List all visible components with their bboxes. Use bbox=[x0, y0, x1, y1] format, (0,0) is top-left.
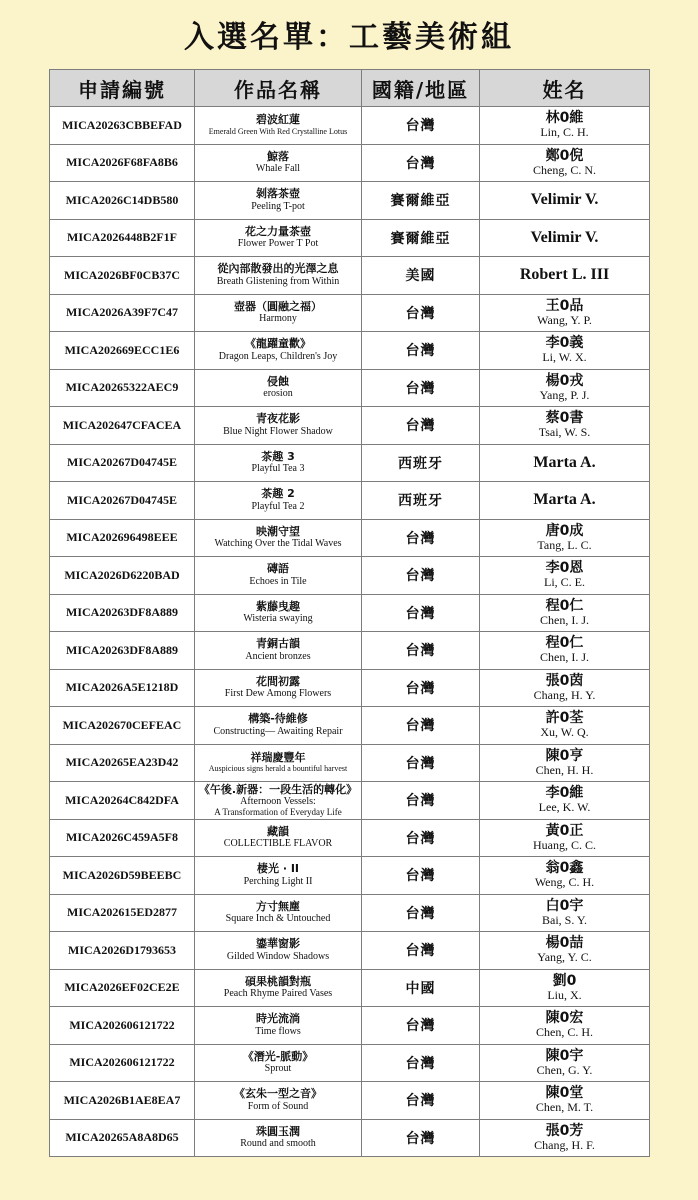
name-zh: 王0品 bbox=[545, 297, 584, 314]
application-number-cell: MICA20265EA23D42 bbox=[50, 744, 195, 782]
work-title-cell bbox=[195, 332, 362, 370]
application-number-cell: MICA202670CEFEAC bbox=[50, 707, 195, 745]
name-en: Velimir V. bbox=[530, 228, 599, 246]
name-en: Wang, Y. P. bbox=[537, 312, 592, 327]
work-title-cell bbox=[195, 144, 362, 182]
application-number-cell: MICA20265322AEC9 bbox=[50, 369, 195, 407]
work-title-en: Perching Light II bbox=[243, 875, 313, 887]
nationality-cell: 台灣 bbox=[362, 1007, 480, 1045]
header-nationality: 國籍/地區 bbox=[362, 70, 480, 107]
table-row bbox=[50, 519, 650, 557]
nationality-cell: 台灣 bbox=[362, 594, 480, 632]
table-row bbox=[50, 219, 650, 257]
page-title: 入選名單：工藝美術組 bbox=[184, 20, 514, 55]
work-title-zh: 花間初露 bbox=[256, 674, 300, 688]
application-number-cell: MICA2026D1793653 bbox=[50, 932, 195, 970]
name-cell bbox=[480, 669, 650, 707]
name-cell bbox=[480, 369, 650, 407]
table-row bbox=[50, 257, 650, 295]
application-number-cell: MICA202606121722 bbox=[50, 1007, 195, 1045]
name-cell bbox=[480, 932, 650, 970]
name-cell bbox=[480, 1082, 650, 1120]
name-en: Robert L. III bbox=[519, 266, 610, 284]
name-en: Chen, I. J. bbox=[540, 612, 589, 627]
name-en: Lin, C. H. bbox=[540, 125, 589, 140]
name-zh: 楊0喆 bbox=[545, 935, 584, 952]
work-title-en: Constructing— Awaiting Repair bbox=[213, 725, 343, 737]
work-title-zh: 壺器（圓融之福） bbox=[234, 299, 322, 313]
name-cell bbox=[480, 594, 650, 632]
name-zh: 陳0亨 bbox=[545, 747, 584, 764]
name-en: Tsai, W. S. bbox=[538, 425, 591, 440]
work-title-cell bbox=[195, 894, 362, 932]
header-application-number: 申請編號 bbox=[50, 70, 195, 107]
name-cell bbox=[480, 332, 650, 370]
work-title-cell bbox=[195, 257, 362, 295]
table-row bbox=[50, 594, 650, 632]
table-row bbox=[50, 632, 650, 670]
work-title-en: Time flows bbox=[255, 1025, 301, 1037]
table-row bbox=[50, 332, 650, 370]
application-number-cell: MICA20263DF8A889 bbox=[50, 632, 195, 670]
application-number-cell: MICA20265A8A8D65 bbox=[50, 1119, 195, 1157]
nationality-cell: 西班牙 bbox=[362, 482, 480, 520]
name-cell bbox=[480, 144, 650, 182]
name-zh: 翁0鑫 bbox=[545, 860, 584, 877]
work-title-en: Gilded Window Shadows bbox=[226, 950, 330, 962]
work-title-zh: 磚語 bbox=[267, 562, 289, 576]
nationality-cell: 台灣 bbox=[362, 782, 480, 820]
name-cell bbox=[480, 519, 650, 557]
name-cell bbox=[480, 1119, 650, 1157]
name-zh: 李0恩 bbox=[545, 560, 584, 577]
table-row bbox=[50, 894, 650, 932]
application-number-cell: MICA2026F68FA8B6 bbox=[50, 144, 195, 182]
work-title-en: Auspicious signs herald a bountiful harvest bbox=[208, 764, 348, 774]
work-title-zh: 碩果桃韻對瓶 bbox=[245, 974, 311, 988]
nationality-cell: 台灣 bbox=[362, 519, 480, 557]
name-zh: 黃0正 bbox=[545, 822, 584, 839]
table-row bbox=[50, 182, 650, 220]
header-name: 姓名 bbox=[480, 70, 650, 107]
nationality-cell: 台灣 bbox=[362, 407, 480, 445]
name-cell bbox=[480, 294, 650, 332]
work-title-en: erosion bbox=[263, 388, 293, 400]
table-row bbox=[50, 744, 650, 782]
work-title-en: Whale Fall bbox=[255, 163, 301, 175]
nationality-cell: 台灣 bbox=[362, 107, 480, 145]
work-title-zh: 祥瑞慶豐年 bbox=[250, 750, 306, 764]
nationality-cell: 台灣 bbox=[362, 632, 480, 670]
nationality-cell: 賽爾維亞 bbox=[362, 219, 480, 257]
work-title-en: Flower Power T Pot bbox=[237, 238, 319, 250]
nationality-cell: 台灣 bbox=[362, 332, 480, 370]
table-row bbox=[50, 819, 650, 857]
nationality-cell: 台灣 bbox=[362, 144, 480, 182]
work-title-cell bbox=[195, 444, 362, 482]
name-zh: 林0維 bbox=[545, 110, 584, 127]
work-title-cell bbox=[195, 107, 362, 145]
name-cell bbox=[480, 1044, 650, 1082]
work-title-zh: 茶趣 3 bbox=[261, 449, 295, 463]
work-title-cell bbox=[195, 594, 362, 632]
application-number-cell: MICA2026EF02CE2E bbox=[50, 969, 195, 1007]
work-title-en: Square Inch & Untouched bbox=[225, 913, 331, 925]
table-row bbox=[50, 969, 650, 1007]
work-title-cell bbox=[195, 557, 362, 595]
nationality-cell: 台灣 bbox=[362, 707, 480, 745]
work-title-en: Ancient bronzes bbox=[245, 650, 311, 662]
work-title-en: Blue Night Flower Shadow bbox=[223, 425, 333, 437]
nationality-cell: 賽爾維亞 bbox=[362, 182, 480, 220]
work-title-cell bbox=[195, 482, 362, 520]
nationality-cell: 美國 bbox=[362, 257, 480, 295]
name-en: Yang, P. J. bbox=[539, 387, 590, 402]
work-title-cell bbox=[195, 182, 362, 220]
work-title-cell bbox=[195, 1007, 362, 1045]
work-title-en-line2: A Transformation of Everyday Life bbox=[214, 806, 342, 817]
application-number-cell: MICA2026D6220BAD bbox=[50, 557, 195, 595]
work-title-cell bbox=[195, 707, 362, 745]
work-title-zh: 棲光 · II bbox=[256, 862, 300, 876]
application-number-cell: MICA202647CFACEA bbox=[50, 407, 195, 445]
name-zh: 許0荃 bbox=[545, 710, 584, 727]
work-title-cell bbox=[195, 782, 362, 820]
name-zh: 程0仁 bbox=[545, 635, 584, 652]
work-title-cell bbox=[195, 1044, 362, 1082]
work-title-cell bbox=[195, 1082, 362, 1120]
name-zh: 李0維 bbox=[545, 785, 584, 802]
application-number-cell: MICA202696498EEE bbox=[50, 519, 195, 557]
name-zh: 蔡0書 bbox=[545, 410, 584, 427]
name-zh: 白0宇 bbox=[545, 897, 584, 914]
work-title-zh: 碧波紅蓮 bbox=[256, 113, 300, 127]
name-en: Chang, H. Y. bbox=[533, 687, 596, 702]
name-en: Marta A. bbox=[533, 491, 596, 509]
table-row bbox=[50, 1119, 650, 1157]
application-number-cell: MICA20264C842DFA bbox=[50, 782, 195, 820]
work-title-cell bbox=[195, 744, 362, 782]
name-en: Li, C. E. bbox=[544, 575, 585, 590]
table-row bbox=[50, 1044, 650, 1082]
work-title-en: Afternoon Vessels: bbox=[240, 796, 316, 808]
work-title-cell bbox=[195, 669, 362, 707]
nationality-cell: 台灣 bbox=[362, 1119, 480, 1157]
nationality-cell: 台灣 bbox=[362, 819, 480, 857]
work-title-en: Playful Tea 3 bbox=[251, 463, 305, 475]
table-row bbox=[50, 107, 650, 145]
name-en: Tang, L. C. bbox=[537, 537, 592, 552]
work-title-cell bbox=[195, 407, 362, 445]
work-title-zh: 《玄朱一型之音》 bbox=[234, 1087, 322, 1101]
name-en: Chen, G. Y. bbox=[536, 1062, 593, 1077]
work-title-zh: 鯨落 bbox=[267, 149, 289, 163]
work-title-en: Echoes in Tile bbox=[249, 575, 307, 587]
work-title-zh: 侵蝕 bbox=[267, 374, 289, 388]
name-zh: 鄭0倪 bbox=[545, 147, 584, 164]
name-cell bbox=[480, 632, 650, 670]
work-title-en: Sprout bbox=[264, 1063, 292, 1075]
work-title-cell bbox=[195, 219, 362, 257]
name-cell bbox=[480, 219, 650, 257]
work-title-zh: 映潮守望 bbox=[256, 524, 300, 538]
work-title-en: COLLECTIBLE FLAVOR bbox=[223, 838, 333, 850]
work-title-zh: 鎏華窗影 bbox=[256, 937, 300, 951]
nationality-cell: 台灣 bbox=[362, 1044, 480, 1082]
application-number-cell: MICA2026BF0CB37C bbox=[50, 257, 195, 295]
application-number-cell: MICA202615ED2877 bbox=[50, 894, 195, 932]
work-title-zh: 從內部散發出的光澤之息 bbox=[217, 262, 339, 276]
table-row bbox=[50, 782, 650, 820]
table-row bbox=[50, 444, 650, 482]
work-title-cell bbox=[195, 1119, 362, 1157]
name-cell bbox=[480, 557, 650, 595]
name-cell bbox=[480, 857, 650, 895]
name-en: Cheng, C. N. bbox=[533, 162, 596, 177]
table-row bbox=[50, 1007, 650, 1045]
work-title-zh: 藏韻 bbox=[267, 824, 289, 838]
nationality-cell: 台灣 bbox=[362, 744, 480, 782]
application-number-cell: MICA2026A5E1218D bbox=[50, 669, 195, 707]
work-title-cell bbox=[195, 519, 362, 557]
name-cell bbox=[480, 107, 650, 145]
work-title-en: Wisteria swaying bbox=[243, 613, 313, 625]
name-en: Li, W. X. bbox=[542, 350, 587, 365]
name-en: Weng, C. H. bbox=[534, 875, 595, 890]
work-title-en: Peeling T-pot bbox=[251, 200, 305, 212]
work-title-en: Dragon Leaps, Children's Joy bbox=[218, 350, 338, 362]
work-title-cell bbox=[195, 369, 362, 407]
table-row bbox=[50, 144, 650, 182]
name-en: Bai, S. Y. bbox=[541, 912, 587, 927]
table-row bbox=[50, 857, 650, 895]
name-en: Lee, K. W. bbox=[538, 800, 591, 815]
name-zh: 張0芳 bbox=[545, 1122, 584, 1139]
nationality-cell: 台灣 bbox=[362, 857, 480, 895]
name-zh: 張0茵 bbox=[545, 672, 584, 689]
work-title-zh: 時光流淌 bbox=[256, 1012, 300, 1026]
work-title-en: Emerald Green With Red Crystalline Lotus bbox=[208, 126, 348, 136]
name-cell bbox=[480, 744, 650, 782]
work-title-en: Breath Glistening from Within bbox=[216, 275, 340, 287]
application-number-cell: MICA20267D04745E bbox=[50, 444, 195, 482]
name-zh: 李0義 bbox=[545, 335, 584, 352]
header-work-title: 作品名稱 bbox=[195, 70, 362, 107]
name-cell bbox=[480, 1007, 650, 1045]
work-title-zh: 珠圓玉潤 bbox=[256, 1124, 300, 1138]
nationality-cell: 中國 bbox=[362, 969, 480, 1007]
name-cell bbox=[480, 707, 650, 745]
work-title-zh: 《龍躍童歡》 bbox=[245, 337, 311, 351]
work-title-en: Harmony bbox=[259, 313, 297, 325]
nationality-cell: 西班牙 bbox=[362, 444, 480, 482]
work-title-zh: 《午後.新器：一段生活的轉化》 bbox=[198, 782, 358, 796]
work-title-zh: 茶趣 2 bbox=[261, 487, 295, 501]
work-title-zh: 《潛光-脈動》 bbox=[242, 1049, 314, 1063]
work-title-zh: 青夜花影 bbox=[256, 412, 300, 426]
application-number-cell: MICA2026C14DB580 bbox=[50, 182, 195, 220]
name-en: Chang, H. F. bbox=[534, 1137, 595, 1152]
name-en: Chen, I. J. bbox=[540, 650, 589, 665]
work-title-zh: 剝落茶壺 bbox=[256, 187, 300, 201]
name-en: Liu, X. bbox=[547, 987, 582, 1002]
work-title-en: Round and smooth bbox=[240, 1138, 316, 1150]
name-en: Marta A. bbox=[533, 453, 596, 471]
work-title-cell bbox=[195, 857, 362, 895]
application-number-cell: MICA2026448B2F1F bbox=[50, 219, 195, 257]
work-title-cell bbox=[195, 819, 362, 857]
nationality-cell: 台灣 bbox=[362, 1082, 480, 1120]
work-title-zh: 構築-待維修 bbox=[248, 712, 308, 726]
nationality-cell: 台灣 bbox=[362, 932, 480, 970]
name-zh: 楊0戎 bbox=[545, 372, 584, 389]
name-en: Chen, H. H. bbox=[535, 762, 594, 777]
work-title-zh: 青銅古韻 bbox=[256, 637, 300, 651]
name-en: Velimir V. bbox=[530, 191, 599, 209]
application-number-cell: MICA2026A39F7C47 bbox=[50, 294, 195, 332]
name-zh: 陳0堂 bbox=[545, 1085, 584, 1102]
table-row bbox=[50, 669, 650, 707]
name-cell bbox=[480, 894, 650, 932]
application-number-cell: MICA20263CBBEFAD bbox=[50, 107, 195, 145]
table-row bbox=[50, 707, 650, 745]
name-cell bbox=[480, 182, 650, 220]
work-title-cell bbox=[195, 932, 362, 970]
work-title-en: Watching Over the Tidal Waves bbox=[214, 538, 342, 550]
name-cell bbox=[480, 444, 650, 482]
name-en: Huang, C. C. bbox=[533, 837, 596, 852]
nationality-cell: 台灣 bbox=[362, 894, 480, 932]
nationality-cell: 台灣 bbox=[362, 369, 480, 407]
table-row bbox=[50, 369, 650, 407]
application-number-cell: MICA2026B1AE8EA7 bbox=[50, 1082, 195, 1120]
name-zh: 程0仁 bbox=[545, 597, 584, 614]
work-title-zh: 花之力量茶壺 bbox=[245, 224, 311, 238]
name-en: Xu, W. Q. bbox=[540, 725, 589, 740]
work-title-en: First Dew Among Flowers bbox=[224, 688, 332, 700]
work-title-en: Form of Sound bbox=[247, 1100, 309, 1112]
name-cell bbox=[480, 482, 650, 520]
nationality-cell: 台灣 bbox=[362, 557, 480, 595]
name-cell bbox=[480, 257, 650, 295]
application-number-cell: MICA202606121722 bbox=[50, 1044, 195, 1082]
table-row bbox=[50, 932, 650, 970]
application-number-cell: MICA2026C459A5F8 bbox=[50, 819, 195, 857]
work-title-cell bbox=[195, 294, 362, 332]
table-row bbox=[50, 482, 650, 520]
application-number-cell: MICA2026D59BEEBC bbox=[50, 857, 195, 895]
application-number-cell: MICA20267D04745E bbox=[50, 482, 195, 520]
name-en: Yang, Y. C. bbox=[537, 950, 592, 965]
name-cell bbox=[480, 969, 650, 1007]
name-cell bbox=[480, 407, 650, 445]
name-cell bbox=[480, 819, 650, 857]
name-zh: 唐0成 bbox=[545, 522, 584, 539]
name-cell bbox=[480, 782, 650, 820]
table-row bbox=[50, 557, 650, 595]
work-title-en: Playful Tea 2 bbox=[251, 500, 305, 512]
table-body bbox=[50, 107, 650, 1157]
application-number-cell: MICA20263DF8A889 bbox=[50, 594, 195, 632]
work-title-cell bbox=[195, 969, 362, 1007]
table-row bbox=[50, 407, 650, 445]
table-row bbox=[50, 294, 650, 332]
application-number-cell: MICA202669ECC1E6 bbox=[50, 332, 195, 370]
table-header-row bbox=[50, 70, 650, 107]
table-row bbox=[50, 1082, 650, 1120]
name-zh: 劉0 bbox=[552, 972, 577, 989]
work-title-cell bbox=[195, 632, 362, 670]
selection-table bbox=[49, 69, 650, 1157]
work-title-en: Peach Rhyme Paired Vases bbox=[223, 988, 333, 1000]
name-en: Chen, M. T. bbox=[535, 1100, 594, 1115]
name-zh: 陳0宇 bbox=[545, 1047, 584, 1064]
nationality-cell: 台灣 bbox=[362, 669, 480, 707]
work-title-zh: 紫藤曳趣 bbox=[256, 599, 300, 613]
work-title-zh: 方寸無塵 bbox=[256, 899, 300, 913]
name-zh: 陳0宏 bbox=[545, 1010, 584, 1027]
nationality-cell: 台灣 bbox=[362, 294, 480, 332]
name-en: Chen, C. H. bbox=[536, 1025, 593, 1040]
